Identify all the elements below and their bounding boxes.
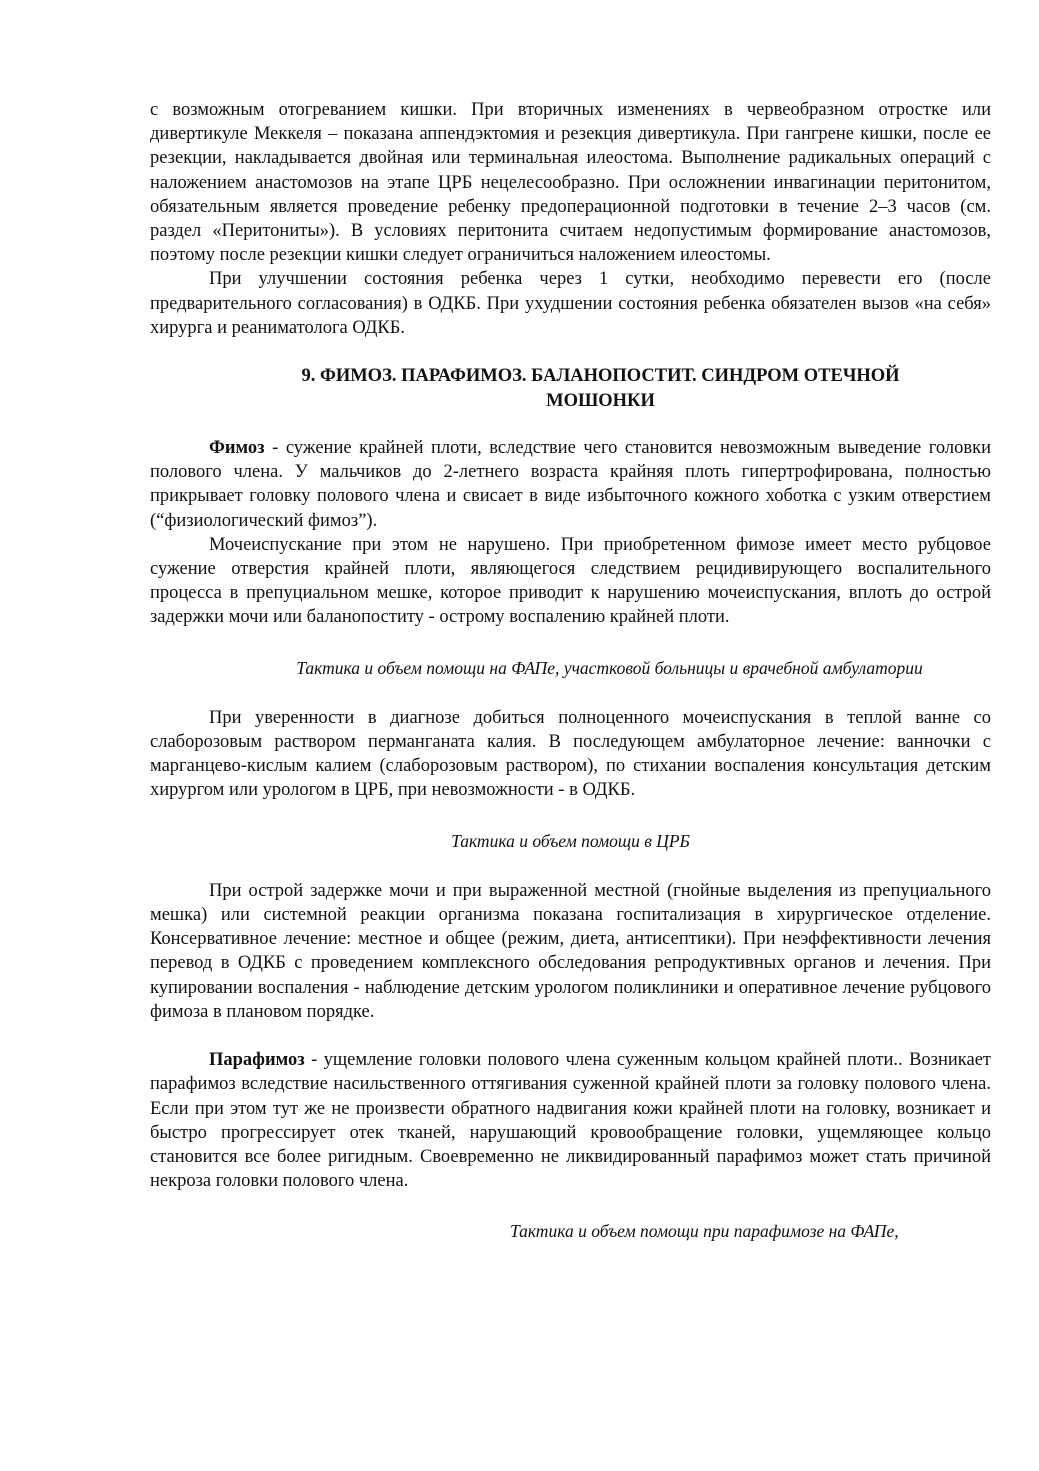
subheading-crb-tactics: Тактика и объем помощи в ЦРБ (451, 830, 690, 851)
paragraph-phimosis-definition (150, 436, 991, 533)
paragraph-crb-treatment: При острой задержке мочи и при выраженной местной (гнойные выделения из препуциального мешка) или системной реакции организма показана госпитализация в хирургическое отделение. Консервативное лечение: местное и общее (режим, диета, антисептики). При неэффективности лечения перевод в ОДКБ с проведением комплексного обследования репродуктивных органов и лечения. При купировании воспаления - наблюдение детским урологом поликлиники и оперативное лечение рубцового фимоза в плановом порядке. (150, 880, 991, 1022)
section-heading-line2: МОШОНКИ (546, 391, 655, 412)
section-heading-line1: 9. ФИМОЗ. ПАРАФИМОЗ. БАЛАНОПОСТИТ. СИНДРОМ ОТЕЧНОЙ (301, 366, 900, 387)
subheading-paraphimosis-fap: Тактика и объем помощи при парафимозе на ФАПе, (510, 1221, 899, 1242)
phimosis-definition-text: - сужение крайней плоти, вследствие чего становится невозможным выведение головки полового члена. У мальчиков до 2-летнего возраста крайняя плоть гипертрофирована, полностью прикрывает головку полового члена и свисает в виде избыточного кожного хоботка с узким отверстием (“физиологический фимоз”). (150, 438, 991, 531)
term-phimosis: Фимоз (209, 438, 265, 459)
subheading-fap-tactics: Тактика и объем помощи на ФАПе, участковой больницы и врачебной амбулатории (296, 657, 923, 678)
paragraph-intussusception-surgery: с возможным отогреванием кишки. При вторичных изменениях в червеобразном отростке или дивертикуле Меккеля – показана аппендэктомия и резекция дивертикула. При гангрене кишки, после ее резекции, накладывается двойная или терминальная илеостома. Выполнение радикальных операций с наложением анастомозов на этапе ЦРБ нецелесообразно. При осложнении инвагинации перитонитом, обязательным является проведение ребенку предоперационной подготовки в течение 2–3 часов (см. раздел «Перитониты»). В условиях перитонита считаем недопустимым формирование анастомозов, поэтому после резекции кишки следует ограничиться наложением илеостомы. (150, 100, 991, 266)
section-heading (150, 364, 991, 414)
paragraph-acquired-phimosis: Мочеиспускание при этом не нарушено. При приобретенном фимозе имеет место рубцовое сужение отверстия крайней плоти, являющегося следствием рецидивирующего воспалительного процесса в препуциальном мешке, которое приводит к нарушению мочеиспускания, вплоть до острой задержки мочи или баланопоститу - острому воспалению крайней плоти. (150, 534, 991, 628)
term-paraphimosis: Парафимоз (209, 1050, 305, 1071)
paragraph-paraphimosis-definition (150, 1048, 991, 1193)
document-page (150, 98, 991, 1244)
paraphimosis-definition-text: - ущемление головки полового члена суженным кольцом крайней плоти.. Возникает парафимоз вследствие насильственного оттягивания суженной крайней плоти за головку полового члена. Если при этом тут же не произвести обратного надвигания кожи крайней плоти на головку, возникает и быстро прогрессирует отек тканей, нарушающий кровообращение головки, ущемляющее кольцо становится все более ригидным. Своевременно не ликвидированный парафимоз может стать причиной некроза головки полового члена. (150, 1050, 991, 1192)
paragraph-transfer: При улучшении состояния ребенка через 1 сутки, необходимо перевести его (после предварительного согласования) в ОДКБ. При ухудшении состояния ребенка обязателен вызов «на себя» хирурга и реаниматолога ОДКБ. (150, 269, 991, 338)
paragraph-fap-treatment: При уверенности в диагнозе добиться полноценного мочеиспускания в теплой ванне со слаборозовым раствором перманганата калия. В последующем амбулаторное лечение: ванночки с марганцево-кислым калием (слаборозовым раствором), по стихании воспаления консультация детским хирургом или урологом в ЦРБ, при невозможности - в ОДКБ. (150, 707, 991, 801)
